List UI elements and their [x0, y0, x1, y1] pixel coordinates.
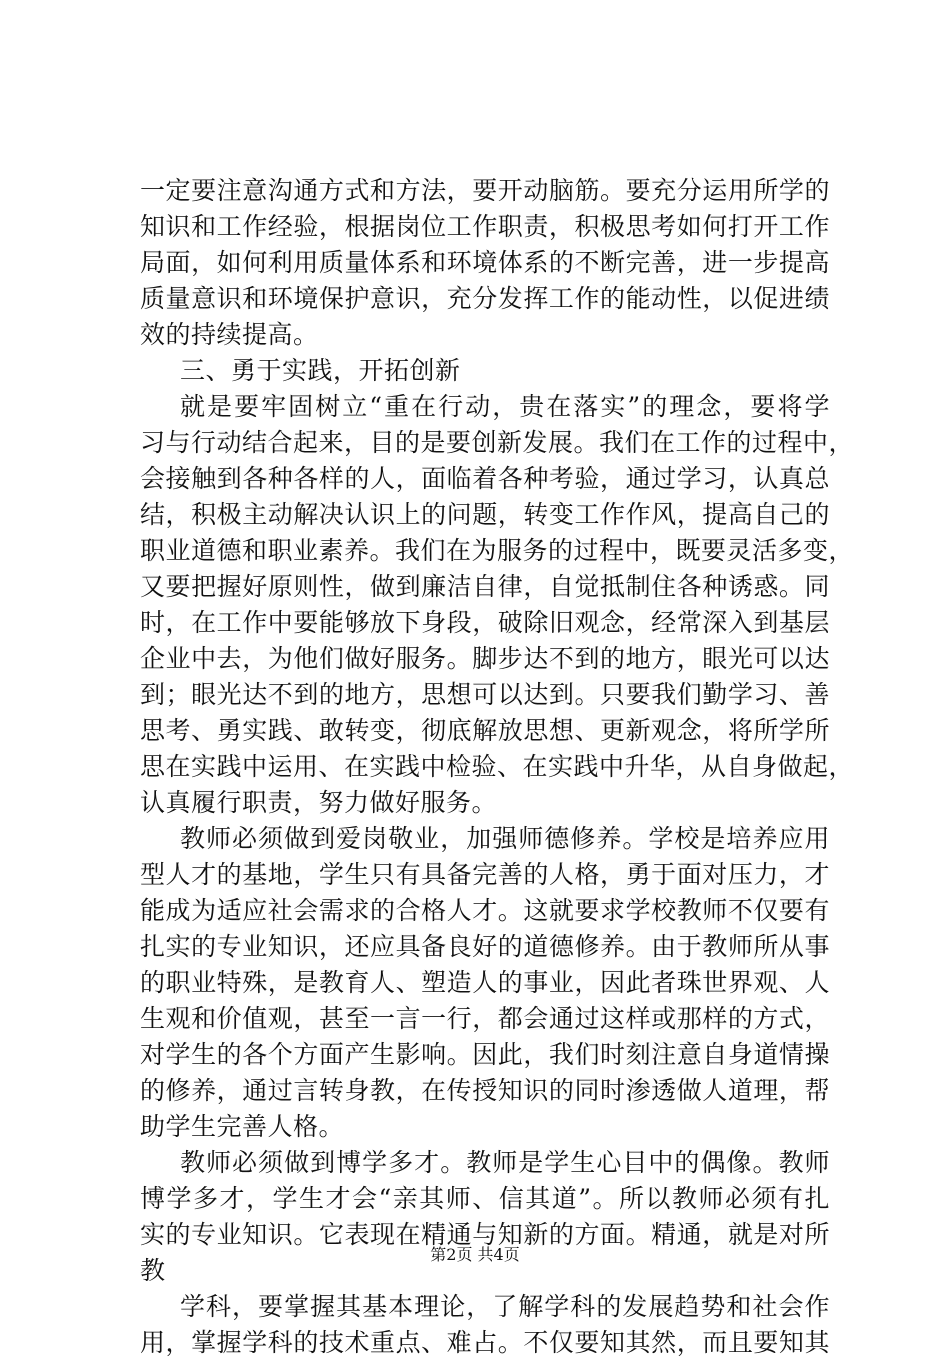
text-line: 局面，如何利用质量体系和环境体系的不断完善，进一步提高 [140, 248, 830, 277]
text-line: 思考、勇实践、敢转变，彻底解放思想、更新观念，将所学所 [140, 716, 830, 745]
text-line: 能成为适应社会需求的合格人才。这就要求学校教师不仅要有 [140, 896, 830, 925]
text-line: 教师必须做到博学多才。教师是学生心目中的偶像。教师 [180, 1148, 830, 1177]
body-text [140, 173, 855, 1361]
text-line: 思在实践中运用、在实践中检验、在实践中升华，从自身做起， [140, 752, 855, 781]
text-line: 实的专业知识。它表现在精通与知新的方面。精通，就是对所 [140, 1220, 830, 1249]
text-line: 又要把握好原则性，做到廉洁自律，自觉抵制住各种诱惑。同 [140, 572, 830, 601]
text-line: 教 [140, 1256, 166, 1285]
text-line: 结，积极主动解决认识上的问题，转变工作作风，提高自己的 [140, 500, 830, 529]
text-line: 三、勇于实践，开拓创新 [180, 356, 461, 385]
text-line: 的修养，通过言转身教，在传授知识的同时渗透做人道理，帮 [140, 1076, 830, 1105]
text-line: 生观和价值观，甚至一言一行，都会通过这样或那样的方式， [140, 1004, 830, 1033]
page-footer: 第2页 共4页 [430, 1245, 520, 1264]
text-line: 型人才的基地，学生只有具备完善的人格，勇于面对压力，才 [140, 860, 830, 889]
text-line: 认真履行职责，努力做好服务。 [140, 788, 498, 817]
text-line: 就是要牢固树立“重在行动，贵在落实”的理念，要将学 [180, 392, 830, 421]
text-line: 一定要注意沟通方式和方法，要开动脑筋。要充分运用所学的 [140, 176, 830, 205]
text-line: 时，在工作中要能够放下身段，破除旧观念，经常深入到基层 [140, 608, 830, 637]
text-line: 到；眼光达不到的地方，思想可以达到。只要我们勤学习、善 [140, 680, 830, 709]
text-line: 的职业特殊，是教育人、塑造人的事业，因此者珠世界观、人 [140, 968, 830, 997]
text-line: 用，掌握学科的技术重点、难占。不仅要知其然，而且要知其 [140, 1328, 830, 1357]
text-line: 职业道德和职业素养。我们在为服务的过程中，既要灵活多变， [140, 536, 855, 565]
text-line: 学科，要掌握其基本理论，了解学科的发展趋势和社会作 [180, 1292, 830, 1321]
text-line: 习与行动结合起来，目的是要创新发展。我们在工作的过程中， [140, 428, 855, 457]
text-line: 企业中去，为他们做好服务。脚步达不到的地方，眼光可以达 [140, 644, 830, 673]
text-line: 会接触到各种各样的人，面临着各种考验，通过学习，认真总 [140, 464, 830, 493]
text-line: 质量意识和环境保护意识，充分发挥工作的能动性，以促进绩 [140, 284, 830, 313]
text-line: 知识和工作经验，根据岗位工作职责，积极思考如何打开工作 [140, 212, 830, 241]
text-line: 扎实的专业知识，还应具备良好的道德修养。由于教师所从事 [140, 932, 830, 961]
text-line: 对学生的各个方面产生影响。因此，我们时刻注意自身道情操 [140, 1040, 830, 1069]
text-line: 效的持续提高。 [140, 320, 319, 349]
text-line: 助学生完善人格。 [140, 1112, 345, 1141]
text-line: 教师必须做到爱岗敬业，加强师德修养。学校是培养应用 [180, 824, 830, 853]
text-line: 博学多才，学生才会“亲其师、信其道”。所以教师必须有扎 [140, 1184, 830, 1213]
